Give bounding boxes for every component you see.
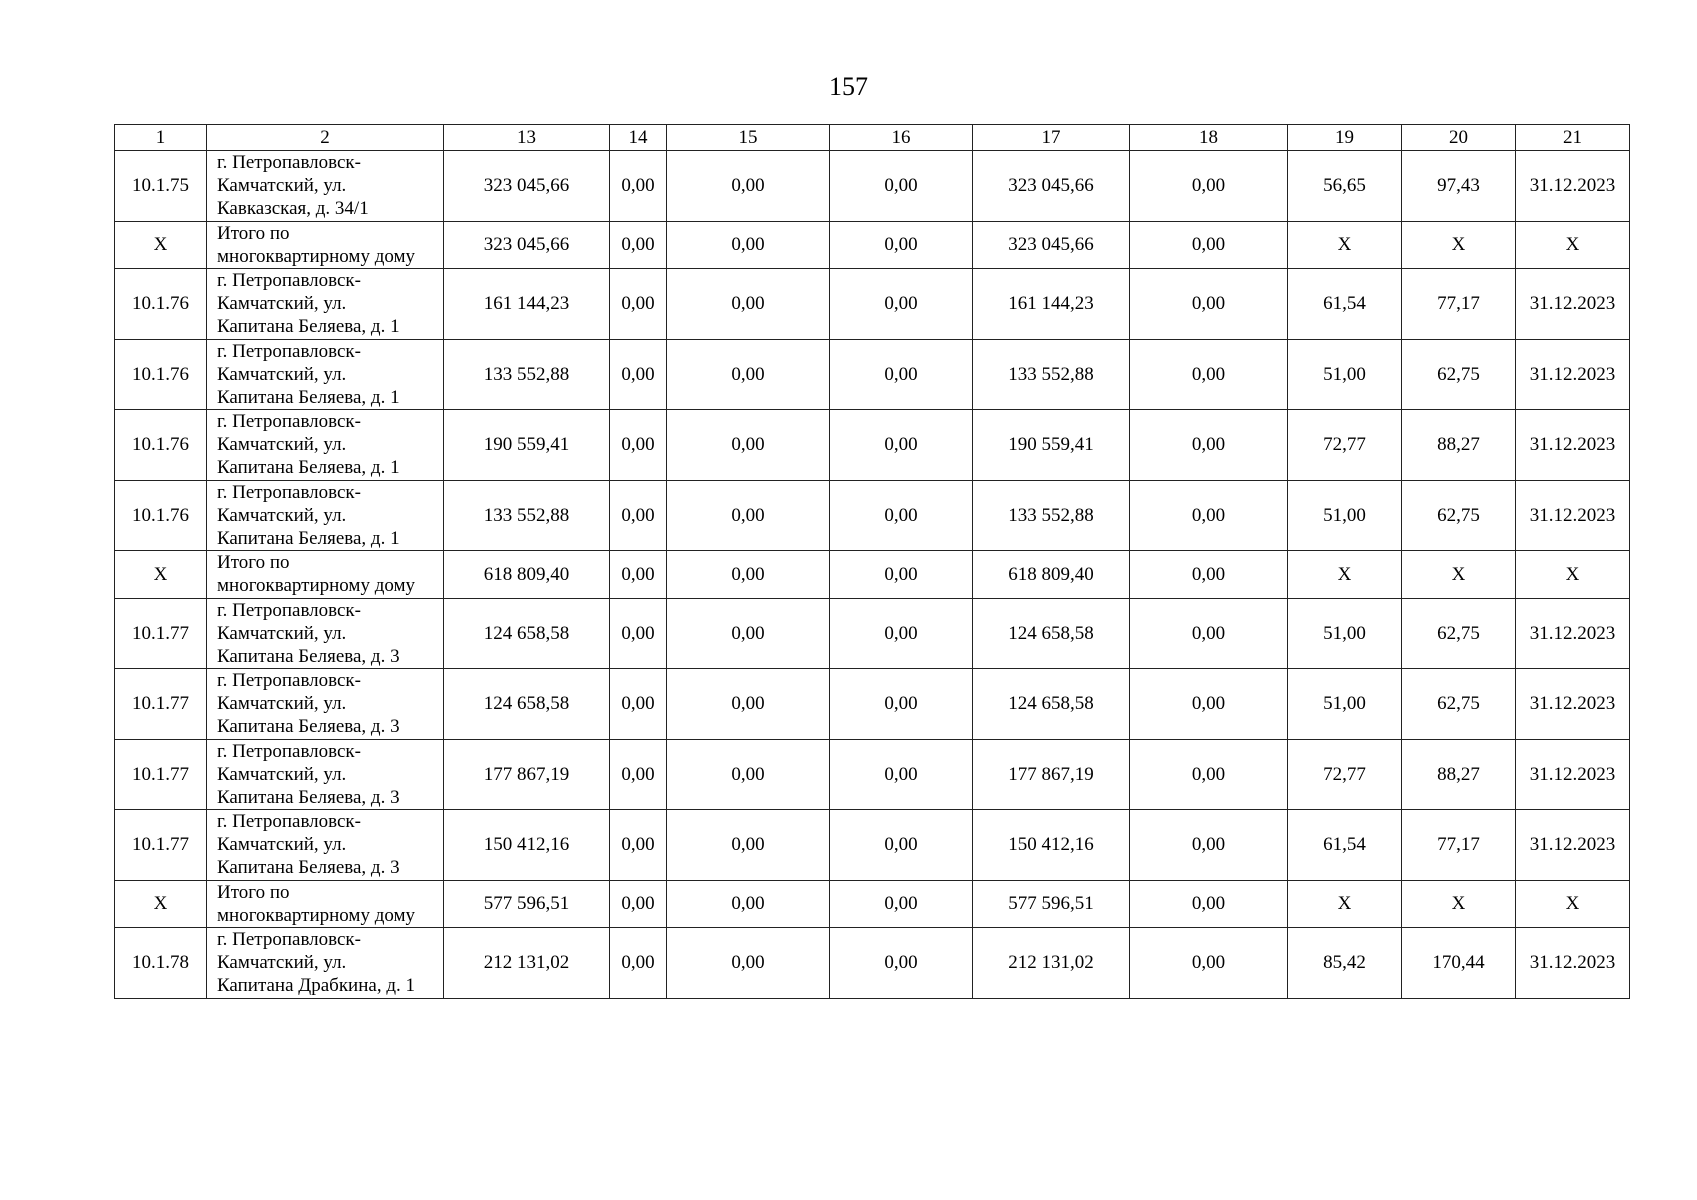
address-line: Камчатский, ул. (217, 952, 347, 974)
col-15-value: 0,00 (667, 269, 830, 340)
col-13-value: 190 559,41 (444, 410, 610, 481)
col-18-value: 0,00 (1130, 151, 1288, 222)
col-14-value: 0,00 (610, 739, 667, 810)
column-header: 19 (1288, 125, 1402, 151)
col-17-value: 323 045,66 (973, 221, 1130, 269)
column-header: 16 (830, 125, 973, 151)
col-21-value: 31.12.2023 (1516, 739, 1630, 810)
col-14-value: 0,00 (610, 880, 667, 928)
col-14-value: 0,00 (610, 551, 667, 599)
address-line: Камчатский, ул. (217, 293, 347, 315)
row-number: 10.1.77 (115, 810, 207, 881)
col-19-value: 51,00 (1288, 339, 1402, 410)
col-14-value: 0,00 (610, 480, 667, 551)
col-15-value: 0,00 (667, 598, 830, 669)
col-19-value: X (1288, 551, 1402, 599)
col-16-value: 0,00 (830, 410, 973, 481)
address-line: Капитана Драбкина, д. 1 (217, 975, 415, 997)
col-19-value: 61,54 (1288, 269, 1402, 340)
address-line: г. Петропавловск- (217, 270, 361, 292)
total-row (115, 880, 1630, 928)
address-cell (207, 269, 444, 340)
col-15-value: 0,00 (667, 928, 830, 999)
col-13-value: 577 596,51 (444, 880, 610, 928)
address-line: г. Петропавловск- (217, 411, 361, 433)
address-line: г. Петропавловск- (217, 599, 361, 621)
col-15-value: 0,00 (667, 221, 830, 269)
col-17-value: 150 412,16 (973, 810, 1130, 881)
col-20-value: 88,27 (1402, 410, 1516, 481)
col-14-value: 0,00 (610, 669, 667, 740)
header-row (115, 125, 1630, 151)
address-line: г. Петропавловск- (217, 740, 361, 762)
address-cell (207, 221, 444, 269)
table-row (115, 598, 1630, 669)
table-row (115, 269, 1630, 340)
col-21-value: X (1516, 551, 1630, 599)
col-13-value: 124 658,58 (444, 598, 610, 669)
col-20-value: 77,17 (1402, 269, 1516, 340)
address-line: Итого по (217, 222, 290, 244)
address-cell (207, 151, 444, 222)
col-19-value: 51,00 (1288, 598, 1402, 669)
address-line: Капитана Беляева, д. 3 (217, 857, 400, 879)
col-14-value: 0,00 (610, 928, 667, 999)
address-line: Камчатский, ул. (217, 763, 347, 785)
column-header: 21 (1516, 125, 1630, 151)
table-row (115, 810, 1630, 881)
col-19-value: 56,65 (1288, 151, 1402, 222)
table-row (115, 480, 1630, 551)
col-16-value: 0,00 (830, 269, 973, 340)
row-number: 10.1.77 (115, 669, 207, 740)
col-18-value: 0,00 (1130, 598, 1288, 669)
col-15-value: 0,00 (667, 151, 830, 222)
col-18-value: 0,00 (1130, 410, 1288, 481)
column-header: 13 (444, 125, 610, 151)
col-21-value: 31.12.2023 (1516, 669, 1630, 740)
address-line: Итого по (217, 552, 290, 574)
address-line: г. Петропавловск- (217, 481, 361, 503)
col-20-value: 97,43 (1402, 151, 1516, 222)
col-18-value: 0,00 (1130, 221, 1288, 269)
address-line: Капитана Беляева, д. 1 (217, 316, 400, 338)
col-21-value: X (1516, 221, 1630, 269)
col-19-value: 51,00 (1288, 480, 1402, 551)
col-20-value: 62,75 (1402, 598, 1516, 669)
address-line: Камчатский, ул. (217, 834, 347, 856)
table-row (115, 739, 1630, 810)
data-table (114, 124, 1630, 999)
col-18-value: 0,00 (1130, 810, 1288, 881)
address-cell (207, 598, 444, 669)
col-14-value: 0,00 (610, 269, 667, 340)
col-16-value: 0,00 (830, 151, 973, 222)
row-number: 10.1.77 (115, 598, 207, 669)
col-15-value: 0,00 (667, 339, 830, 410)
col-14-value: 0,00 (610, 598, 667, 669)
col-15-value: 0,00 (667, 669, 830, 740)
col-17-value: 133 552,88 (973, 339, 1130, 410)
col-20-value: X (1402, 551, 1516, 599)
row-number: X (115, 221, 207, 269)
col-19-value: X (1288, 880, 1402, 928)
col-19-value: 72,77 (1288, 410, 1402, 481)
col-21-value: 31.12.2023 (1516, 339, 1630, 410)
column-header: 1 (115, 125, 207, 151)
col-15-value: 0,00 (667, 410, 830, 481)
address-line: Итого по (217, 881, 290, 903)
row-number: 10.1.76 (115, 339, 207, 410)
col-13-value: 323 045,66 (444, 221, 610, 269)
column-header: 17 (973, 125, 1130, 151)
col-14-value: 0,00 (610, 221, 667, 269)
col-20-value: 170,44 (1402, 928, 1516, 999)
col-13-value: 323 045,66 (444, 151, 610, 222)
address-line: Камчатский, ул. (217, 504, 347, 526)
row-number: 10.1.77 (115, 739, 207, 810)
col-17-value: 323 045,66 (973, 151, 1130, 222)
address-line: Капитана Беляева, д. 3 (217, 786, 400, 808)
col-18-value: 0,00 (1130, 339, 1288, 410)
address-line: Камчатский, ул. (217, 434, 347, 456)
total-row (115, 221, 1630, 269)
col-17-value: 161 144,23 (973, 269, 1130, 340)
row-number: 10.1.76 (115, 410, 207, 481)
col-13-value: 177 867,19 (444, 739, 610, 810)
col-13-value: 150 412,16 (444, 810, 610, 881)
col-20-value: 62,75 (1402, 480, 1516, 551)
address-cell (207, 810, 444, 881)
col-15-value: 0,00 (667, 739, 830, 810)
address-line: многоквартирному дому (217, 245, 416, 267)
address-cell (207, 928, 444, 999)
address-line: Камчатский, ул. (217, 693, 347, 715)
col-16-value: 0,00 (830, 221, 973, 269)
col-16-value: 0,00 (830, 739, 973, 810)
column-header: 14 (610, 125, 667, 151)
col-19-value: 72,77 (1288, 739, 1402, 810)
col-13-value: 618 809,40 (444, 551, 610, 599)
col-21-value: 31.12.2023 (1516, 269, 1630, 340)
col-20-value: 62,75 (1402, 339, 1516, 410)
col-18-value: 0,00 (1130, 739, 1288, 810)
col-16-value: 0,00 (830, 598, 973, 669)
col-16-value: 0,00 (830, 880, 973, 928)
col-17-value: 124 658,58 (973, 598, 1130, 669)
col-15-value: 0,00 (667, 480, 830, 551)
address-line: Кавказская, д. 34/1 (217, 198, 369, 220)
col-15-value: 0,00 (667, 880, 830, 928)
col-19-value: 85,42 (1288, 928, 1402, 999)
col-18-value: 0,00 (1130, 480, 1288, 551)
col-17-value: 190 559,41 (973, 410, 1130, 481)
col-21-value: 31.12.2023 (1516, 598, 1630, 669)
col-16-value: 0,00 (830, 551, 973, 599)
row-number: 10.1.76 (115, 269, 207, 340)
col-19-value: 61,54 (1288, 810, 1402, 881)
col-13-value: 133 552,88 (444, 480, 610, 551)
col-20-value: 88,27 (1402, 739, 1516, 810)
address-line: Камчатский, ул. (217, 175, 347, 197)
address-line: многоквартирному дому (217, 575, 416, 597)
row-number: 10.1.75 (115, 151, 207, 222)
col-17-value: 618 809,40 (973, 551, 1130, 599)
col-18-value: 0,00 (1130, 880, 1288, 928)
col-13-value: 212 131,02 (444, 928, 610, 999)
col-14-value: 0,00 (610, 410, 667, 481)
col-14-value: 0,00 (610, 810, 667, 881)
col-20-value: X (1402, 221, 1516, 269)
col-17-value: 124 658,58 (973, 669, 1130, 740)
col-16-value: 0,00 (830, 339, 973, 410)
address-cell (207, 480, 444, 551)
column-header: 15 (667, 125, 830, 151)
address-line: г. Петропавловск- (217, 152, 361, 174)
col-21-value: 31.12.2023 (1516, 410, 1630, 481)
column-header: 2 (207, 125, 444, 151)
col-15-value: 0,00 (667, 810, 830, 881)
column-header: 20 (1402, 125, 1516, 151)
table-row (115, 410, 1630, 481)
address-cell (207, 410, 444, 481)
col-17-value: 577 596,51 (973, 880, 1130, 928)
address-line: Капитана Беляева, д. 1 (217, 457, 400, 479)
col-21-value: X (1516, 880, 1630, 928)
row-number: 10.1.76 (115, 480, 207, 551)
col-19-value: X (1288, 221, 1402, 269)
col-21-value: 31.12.2023 (1516, 928, 1630, 999)
col-18-value: 0,00 (1130, 269, 1288, 340)
col-17-value: 177 867,19 (973, 739, 1130, 810)
column-header: 18 (1130, 125, 1288, 151)
address-cell (207, 669, 444, 740)
address-line: Капитана Беляева, д. 3 (217, 645, 400, 667)
col-13-value: 161 144,23 (444, 269, 610, 340)
col-13-value: 133 552,88 (444, 339, 610, 410)
address-line: Камчатский, ул. (217, 363, 347, 385)
col-18-value: 0,00 (1130, 551, 1288, 599)
col-17-value: 212 131,02 (973, 928, 1130, 999)
table-row (115, 669, 1630, 740)
address-line: г. Петропавловск- (217, 670, 361, 692)
total-row (115, 551, 1630, 599)
col-20-value: 62,75 (1402, 669, 1516, 740)
col-18-value: 0,00 (1130, 928, 1288, 999)
table-row (115, 339, 1630, 410)
address-line: г. Петропавловск- (217, 929, 361, 951)
col-21-value: 31.12.2023 (1516, 810, 1630, 881)
address-line: многоквартирному дому (217, 904, 416, 926)
address-line: Капитана Беляева, д. 1 (217, 527, 400, 549)
row-number: X (115, 551, 207, 599)
row-number: 10.1.78 (115, 928, 207, 999)
col-16-value: 0,00 (830, 928, 973, 999)
col-16-value: 0,00 (830, 810, 973, 881)
col-16-value: 0,00 (830, 669, 973, 740)
col-20-value: 77,17 (1402, 810, 1516, 881)
address-cell (207, 739, 444, 810)
col-17-value: 133 552,88 (973, 480, 1130, 551)
col-14-value: 0,00 (610, 339, 667, 410)
col-16-value: 0,00 (830, 480, 973, 551)
col-20-value: X (1402, 880, 1516, 928)
address-cell (207, 880, 444, 928)
col-19-value: 51,00 (1288, 669, 1402, 740)
address-line: Камчатский, ул. (217, 622, 347, 644)
table-row (115, 151, 1630, 222)
col-14-value: 0,00 (610, 151, 667, 222)
address-cell (207, 339, 444, 410)
table-row (115, 928, 1630, 999)
address-line: г. Петропавловск- (217, 340, 361, 362)
address-line: г. Петропавловск- (217, 811, 361, 833)
col-15-value: 0,00 (667, 551, 830, 599)
address-cell (207, 551, 444, 599)
col-13-value: 124 658,58 (444, 669, 610, 740)
col-21-value: 31.12.2023 (1516, 480, 1630, 551)
address-line: Капитана Беляева, д. 1 (217, 386, 400, 408)
row-number: X (115, 880, 207, 928)
col-21-value: 31.12.2023 (1516, 151, 1630, 222)
page-number: 157 (829, 72, 868, 101)
col-18-value: 0,00 (1130, 669, 1288, 740)
address-line: Капитана Беляева, д. 3 (217, 716, 400, 738)
